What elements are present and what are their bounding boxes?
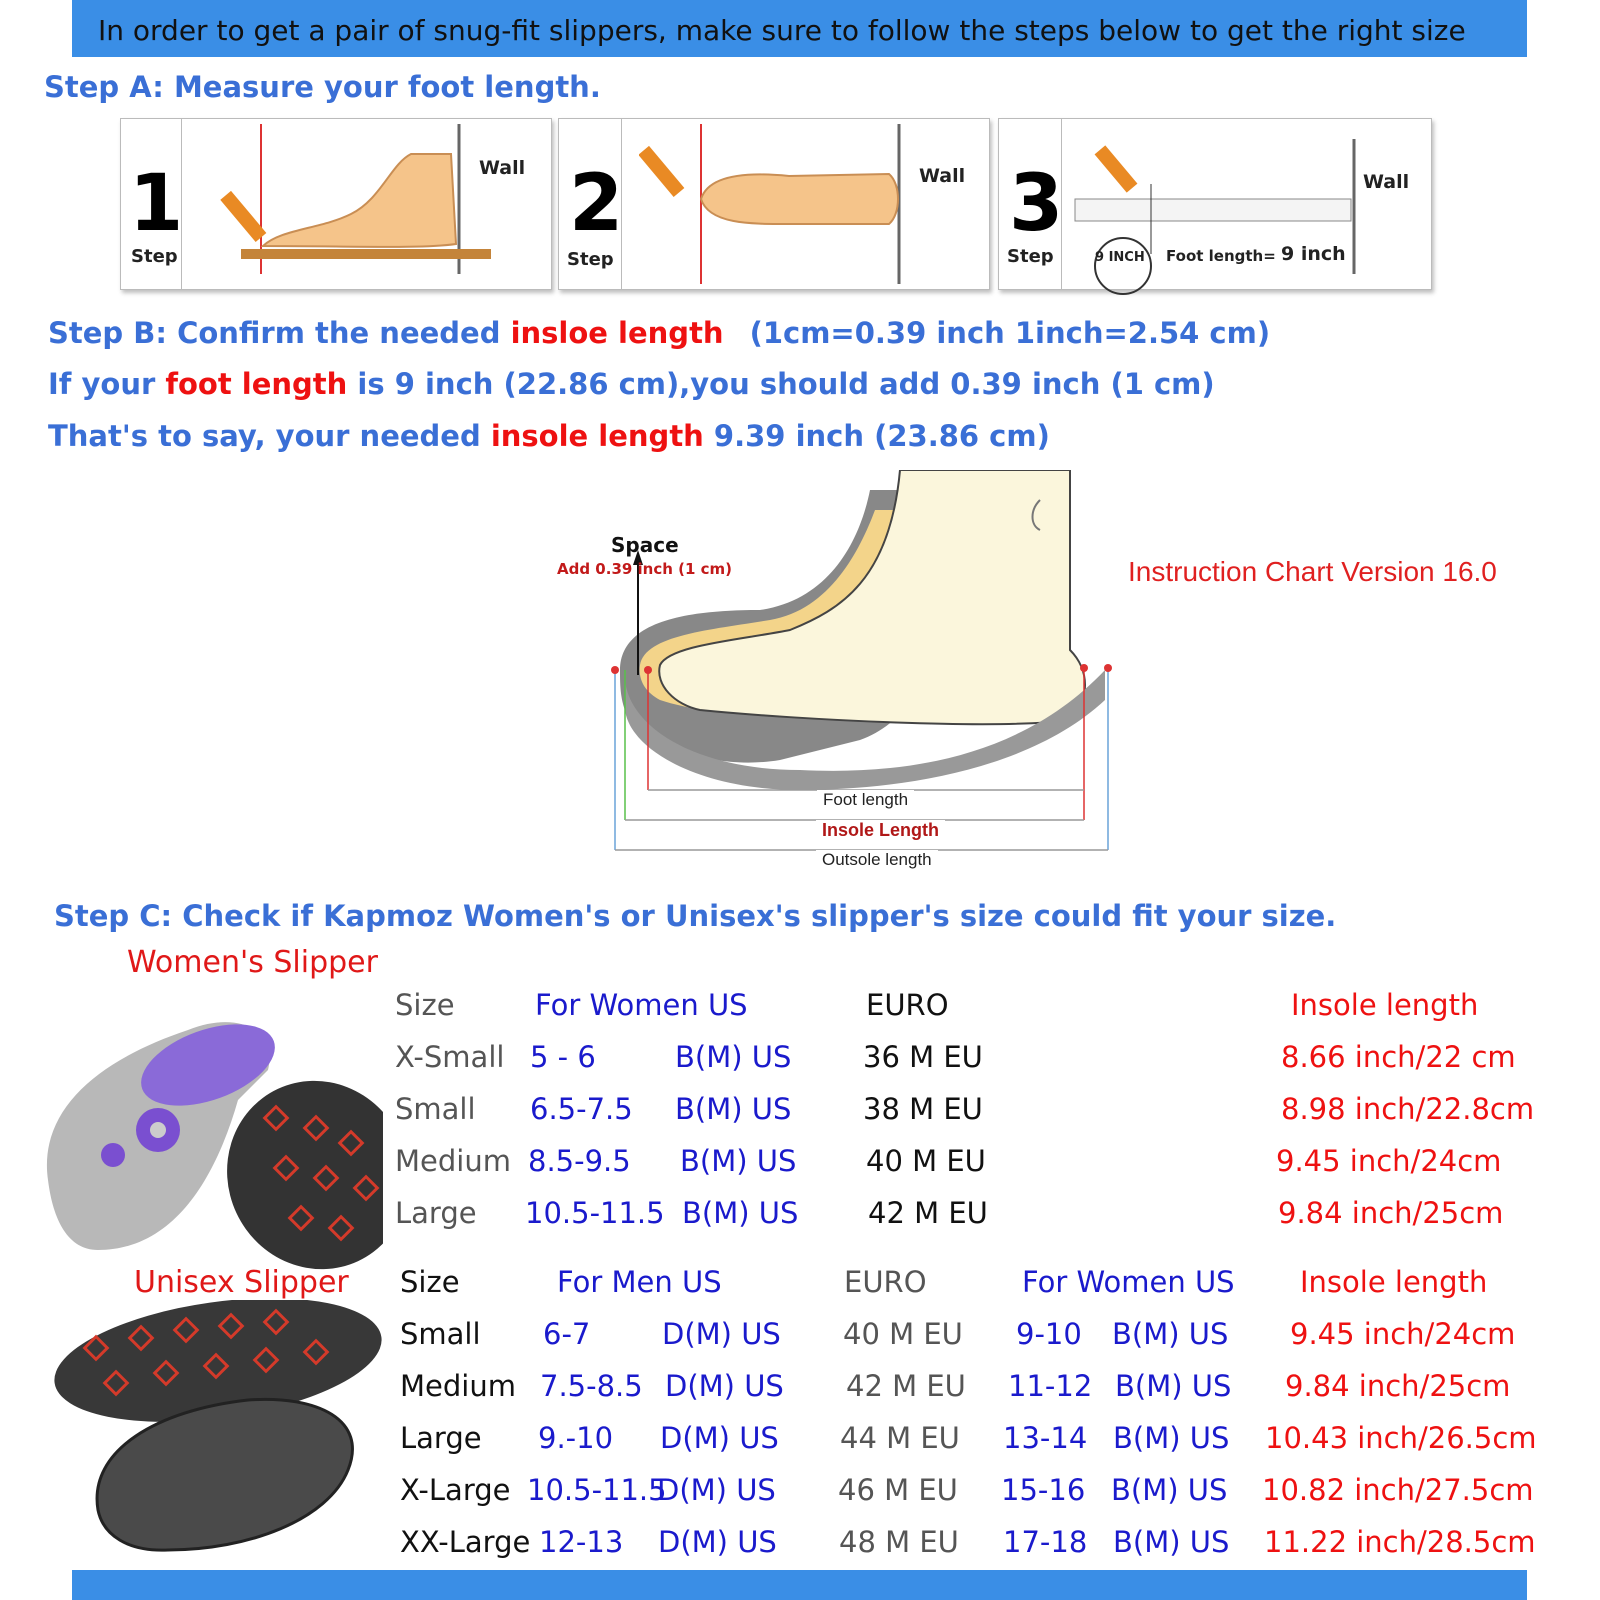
bottom-banner [72,1570,1527,1600]
unisex-header-size: Size [400,1265,460,1299]
foot-length-value: 9 inch [1281,243,1346,265]
table-cell: 8.66 inch/22 cm [1281,1040,1516,1074]
conversion-text: (1cm=0.39 inch 1inch=2.54 cm) [749,316,1271,350]
table-cell: B(M) US [675,1092,792,1126]
women-header-insole: Insole length [1291,988,1479,1022]
step-b-text: 9.39 inch (23.86 cm) [703,419,1050,453]
table-cell: 10.5-11.5 [525,1196,665,1230]
step-1-label: Step [131,246,178,267]
table-cell: 38 M EU [863,1092,983,1126]
insole-length-highlight: insole length [490,419,704,453]
womens-slipper-image [38,1010,383,1270]
table-cell: Large [400,1421,482,1455]
table-cell: 9.45 inch/24cm [1290,1317,1516,1351]
step-3-number: 3 [1009,159,1064,249]
table-cell: 13-14 [1003,1421,1088,1455]
foot-length-highlight: foot length [165,367,348,401]
table-cell: B(M) US [680,1144,797,1178]
table-cell: 46 M EU [838,1473,958,1507]
version-label: Instruction Chart Version 16.0 [1128,556,1497,587]
table-cell: 9.45 inch/24cm [1276,1144,1502,1178]
table-cell: 6-7 [543,1317,591,1351]
table-cell: 9.84 inch/25cm [1285,1369,1511,1403]
table-cell: 42 M EU [868,1196,988,1230]
measurement-circle [1094,237,1152,295]
unisex-header-women: For Women US [1022,1265,1235,1299]
table-cell: 15-16 [1001,1473,1086,1507]
table-cell: X-Large [400,1473,511,1507]
table-cell: 12-13 [539,1525,624,1559]
foot-side-illustration [201,124,551,284]
step-b-text: is 9 inch (22.86 cm),you should add 0.39 inch (1 cm) [347,367,1215,401]
table-cell: 10.5-11.5 [527,1473,667,1507]
women-header-us: For Women US [535,988,748,1022]
table-cell: D(M) US [660,1421,779,1455]
outsole-length-dim-label: Outsole length [816,850,938,870]
table-cell: Small [395,1092,476,1126]
table-cell: B(M) US [1113,1421,1230,1455]
women-header-size: Size [395,988,455,1022]
table-cell: 8.5-9.5 [528,1144,631,1178]
step-b-text: Step B: Confirm the needed [48,316,511,350]
unisex-header-men: For Men US [557,1265,722,1299]
step-1-panel [120,118,552,290]
table-cell: 48 M EU [839,1525,959,1559]
space-add-label: Add 0.39 inch (1 cm) [557,560,733,578]
table-cell: 5 - 6 [530,1040,596,1074]
table-cell: B(M) US [1112,1317,1229,1351]
banner-text: In order to get a pair of snug-fit slippers, make sure to follow the steps below to get the right size [98,14,1466,47]
unisex-slipper-image [48,1300,393,1565]
step-a-title: Step A: Measure your foot length. [44,70,601,104]
table-cell: 6.5-7.5 [530,1092,633,1126]
step-2-label: Step [567,249,614,270]
table-cell: X-Small [395,1040,505,1074]
table-cell: D(M) US [657,1473,776,1507]
table-cell: B(M) US [675,1040,792,1074]
table-cell: Small [400,1317,481,1351]
table-cell: 9.84 inch/25cm [1278,1196,1504,1230]
table-cell: 9.-10 [538,1421,614,1455]
table-cell: D(M) US [658,1525,777,1559]
table-cell: B(M) US [682,1196,799,1230]
table-cell: Large [395,1196,477,1230]
table-cell: B(M) US [1115,1369,1232,1403]
step-b-text: That's to say, your needed [48,419,491,453]
table-cell: Medium [400,1369,516,1403]
top-banner [72,0,1527,57]
step-b-line-3 [48,419,1050,453]
table-cell: 10.82 inch/27.5cm [1262,1473,1534,1507]
table-cell: 44 M EU [840,1421,960,1455]
step-b-line-1 [48,316,1270,350]
table-cell: 36 M EU [863,1040,983,1074]
step-b-text: If your [48,367,166,401]
table-cell: 42 M EU [846,1369,966,1403]
wall-label: Wall [1363,171,1410,193]
table-cell: 40 M EU [866,1144,986,1178]
step-b-line-2 [48,367,1215,401]
foot-length-dim-label: Foot length [817,790,914,810]
circle-label: 9 INCH [1095,250,1145,265]
step-3-label: Step [1007,246,1054,267]
table-cell: Medium [395,1144,511,1178]
foot-top-illustration [639,124,989,284]
table-cell: XX-Large [400,1525,531,1559]
table-cell: D(M) US [662,1317,781,1351]
women-header-euro: EURO [866,988,949,1022]
unisex-slipper-caption: Unisex Slipper [134,1265,349,1300]
unisex-header-insole: Insole length [1300,1265,1488,1299]
step-3-panel [998,118,1432,290]
table-cell: 9-10 [1016,1317,1082,1351]
table-cell: 11-12 [1008,1369,1093,1403]
step-2-panel [558,118,990,290]
wall-label: Wall [479,157,526,179]
table-cell: 40 M EU [843,1317,963,1351]
table-cell: D(M) US [665,1369,784,1403]
insole-length-highlight: insloe length [510,316,724,350]
womens-slipper-caption: Women's Slipper [127,945,378,980]
table-cell: B(M) US [1113,1525,1230,1559]
space-label: Space [611,533,679,557]
step-2-number: 2 [569,159,624,249]
table-cell: 11.22 inch/28.5cm [1264,1525,1536,1559]
unisex-header-euro: EURO [844,1265,927,1299]
table-cell: 10.43 inch/26.5cm [1265,1421,1537,1455]
table-cell: 7.5-8.5 [540,1369,643,1403]
step-c-title: Step C: Check if Kapmoz Women's or Unisex's slipper's size could fit your size. [54,899,1337,933]
foot-length-label: Foot length= [1166,247,1276,265]
table-cell: 17-18 [1003,1525,1088,1559]
step-1-number: 1 [129,159,184,249]
insole-length-dim-label: Insole Length [816,820,945,841]
table-cell: 8.98 inch/22.8cm [1281,1092,1535,1126]
table-cell: B(M) US [1111,1473,1228,1507]
wall-label: Wall [919,165,966,187]
foot-in-slipper-diagram [600,470,1130,870]
